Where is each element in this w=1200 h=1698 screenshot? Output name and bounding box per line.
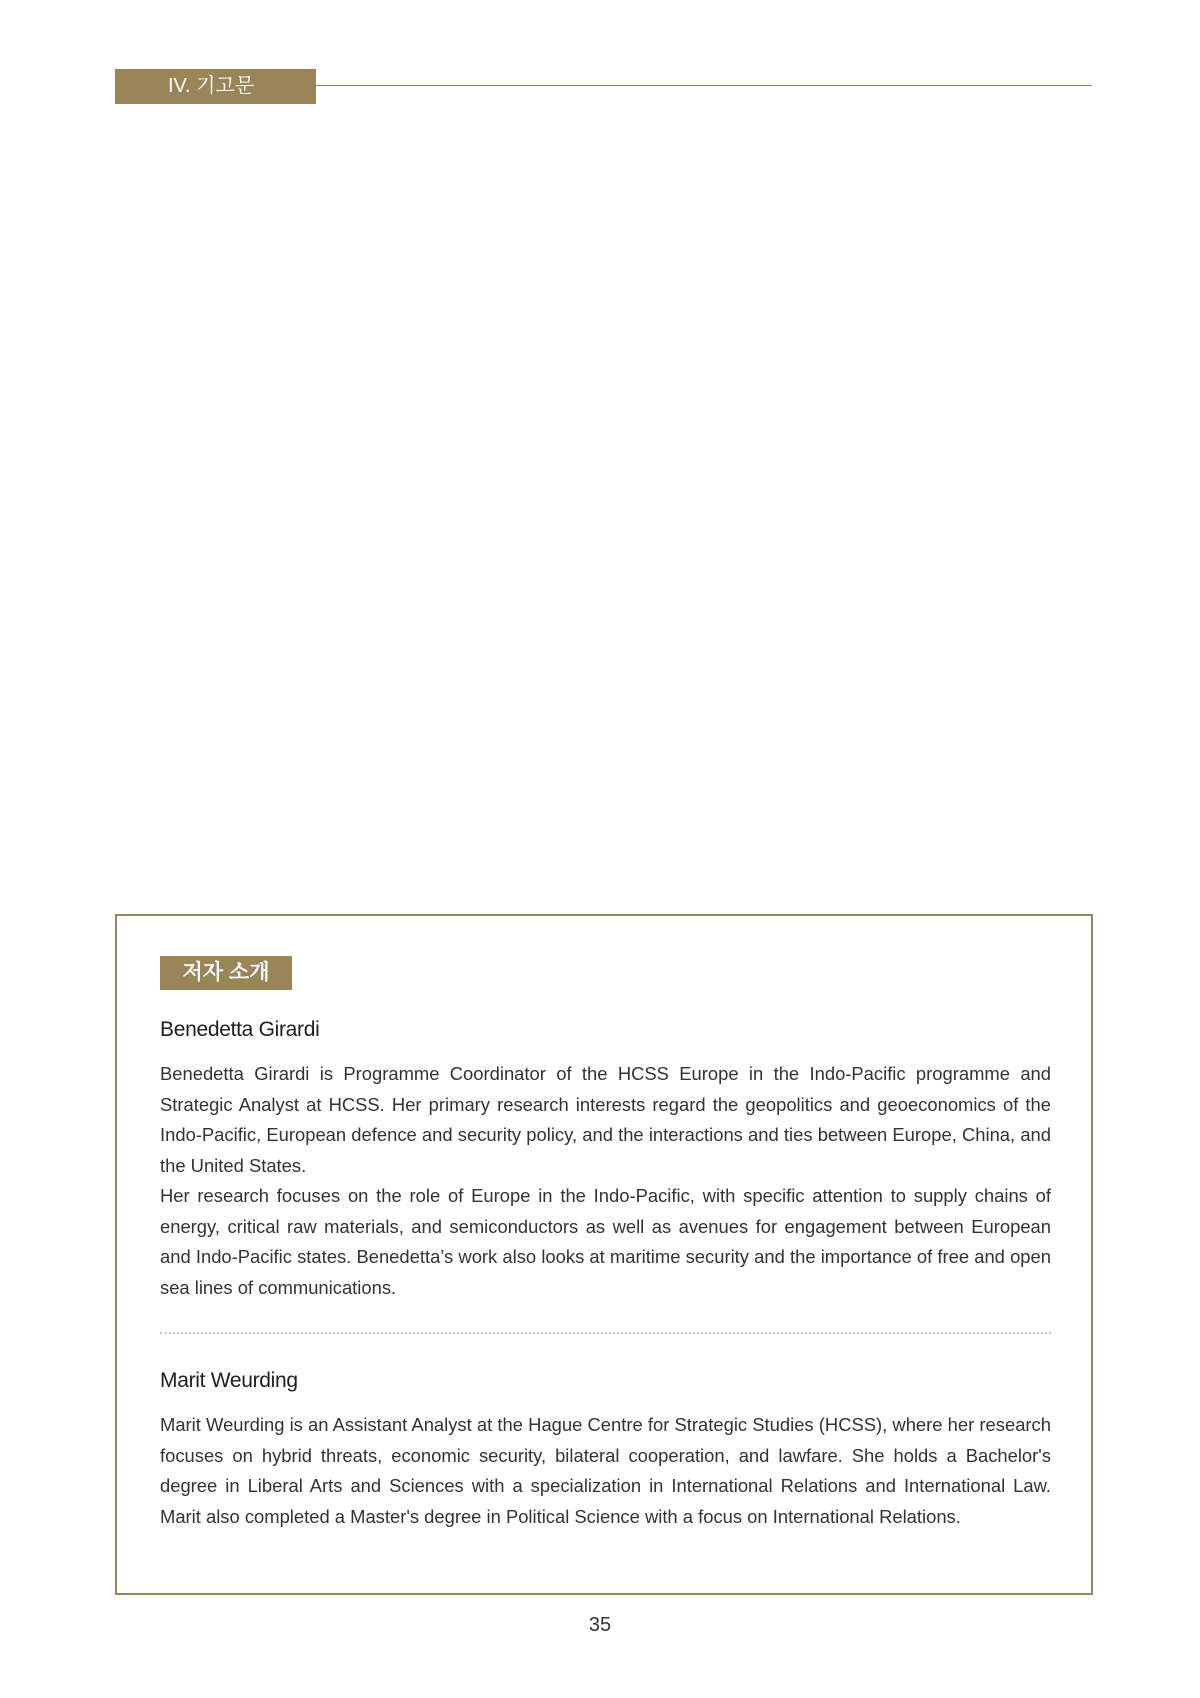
author-name: Marit Weurding xyxy=(160,1369,298,1392)
page-number: 35 xyxy=(588,1614,612,1636)
bio-paragraph: Benedetta Girardi is Programme Coordinator of the HCSS Europe in the Indo-Pacific programme and Strategic Analyst at HCSS. Her primary research interests regard the geopolitics and geoeconomics of the Indo-Pacific, European defence and security policy, and the interactions and ties between Europe, China, and the United States. xyxy=(160,1063,1051,1176)
author-name: Benedetta Girardi xyxy=(160,1018,320,1041)
header-rule xyxy=(316,85,1092,86)
author-intro-label: 저자 소개 xyxy=(160,956,292,990)
bio-paragraph: Her research focuses on the role of Europe in the Indo-Pacific, with specific attention to supply chains of energy, critical raw materials, and semiconductors as well as avenues for engagement between European and Indo-Pacific states. Benedetta’s work also looks at maritime security and the importance of free and open sea lines of communications. xyxy=(160,1185,1051,1298)
author-bio xyxy=(160,1410,1051,1532)
bio-paragraph: Marit Weurding is an Assistant Analyst at the Hague Centre for Strategic Studies (HCSS), where her research focuses on hybrid threats, economic security, bilateral cooperation, and lawfare. She holds a Bachelor's degree in Liberal Arts and Sciences with a specialization in International Relations and International Law. Marit also completed a Master's degree in Political Science with a focus on International Relations. xyxy=(160,1414,1051,1527)
section-tab: IV. 기고문 xyxy=(115,69,316,104)
author-intro-box xyxy=(115,914,1093,1595)
author-bio xyxy=(160,1059,1051,1303)
author-divider xyxy=(160,1332,1051,1334)
